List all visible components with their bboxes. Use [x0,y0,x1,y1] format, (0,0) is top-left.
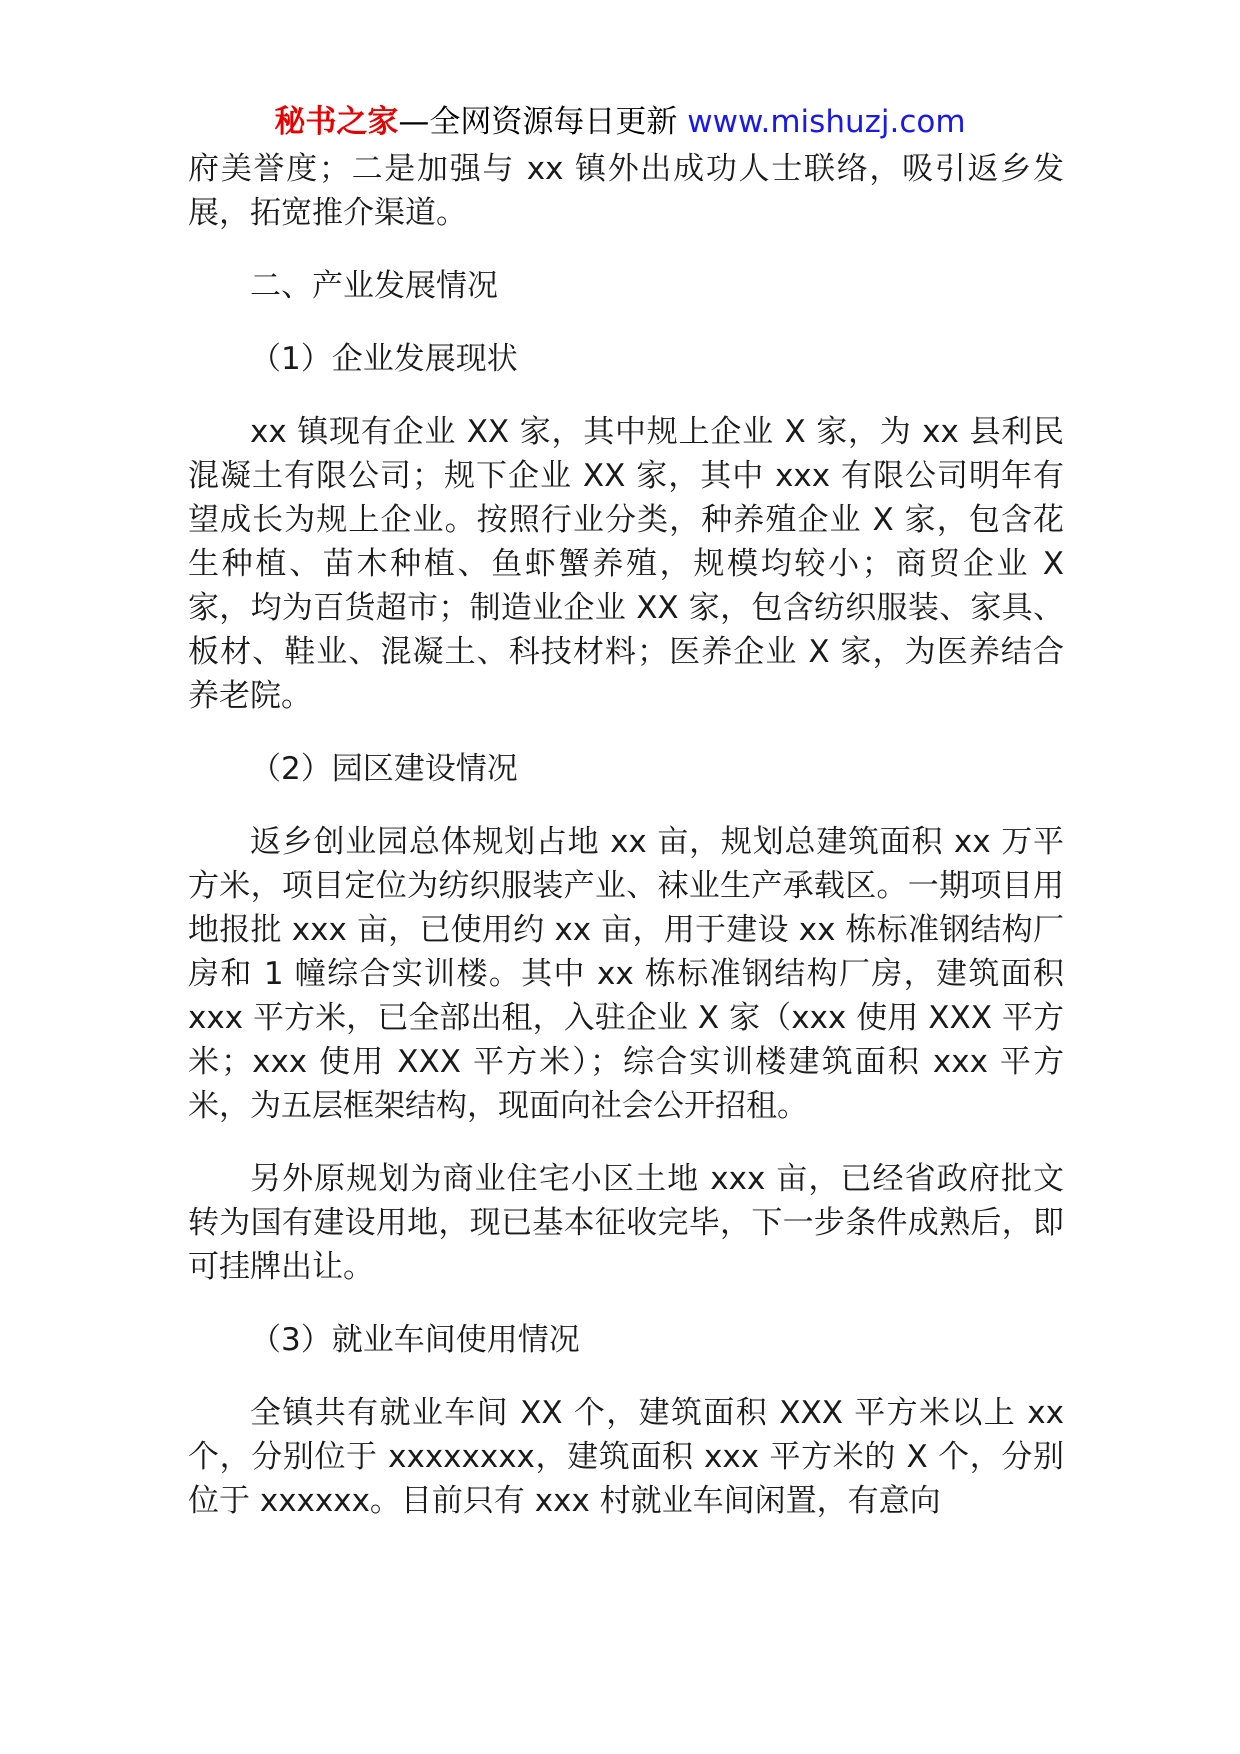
subheading-workshops: （3）就业车间使用情况 [250,1322,580,1358]
continuation-paragraph: 府美誉度；二是加强与 xx 镇外出成功人士联络，吸引返乡发展，拓宽推介渠道。 [188,151,1064,231]
paragraph-land: 另外原规划为商业住宅小区土地 xxx 亩，已经省政府批文转为国有建设用地，现已基本征收完毕，下一步条件成熟后，即可挂牌出让。 [188,1161,1064,1285]
header-tagline: —全网资源每日更新 [398,104,688,140]
paragraph-park: 返乡创业园总体规划占地 xx 亩，规划总建筑面积 xx 万平方米，项目定位为纺织服装产业、袜业生产承载区。一期项目用地报批 xxx 亩，已使用约 xx 亩，用于建设 xx 栋标准钢结构厂房和 1 幢综合实训楼。其中 xx 栋标准钢结构厂房，建筑面积 xxx 平方米，已全部出租，入驻企业 X 家（xxx 使用 XXX 平方米；xxx 使用 XXX 平方米）；综合实训楼建筑面积 xxx 平方米，为五层框架结构，现面向社会公开招租。 [188,824,1064,1124]
paragraph-enterprises: xx 镇现有企业 XX 家，其中规上企业 X 家，为 xx 县利民混凝土有限公司；规下企业 XX 家，其中 xxx 有限公司明年有望成长为规上企业。按照行业分类，种养殖企业 X 家，包含花生种植、苗木种植、鱼虾蟹养殖，规模均较小；商贸企业 X 家，均为百货超市；制造业企业 XX 家，包含纺织服装、家具、板材、鞋业、混凝土、科技材料；医养企业 X 家，为医养结合养老院。 [188,414,1064,714]
subheading-park-construction: （2）园区建设情况 [250,751,518,787]
site-header [0,100,1240,144]
document-body [188,147,1064,1523]
subheading-enterprise-status: （1）企业发展现状 [250,341,518,377]
paragraph-workshops: 全镇共有就业车间 XX 个，建筑面积 XXX 平方米以上 xx 个，分别位于 xxxxxxxx，建筑面积 xxx 平方米的 X 个，分别位于 xxxxxx。目前只有 xxx 村就业车间闲置，有意向 [188,1395,1064,1519]
site-url-link[interactable]: www.mishuzj.com [687,104,966,140]
section-heading-industry: 二、产业发展情况 [250,268,498,304]
brand-name: 秘书之家 [274,104,399,140]
